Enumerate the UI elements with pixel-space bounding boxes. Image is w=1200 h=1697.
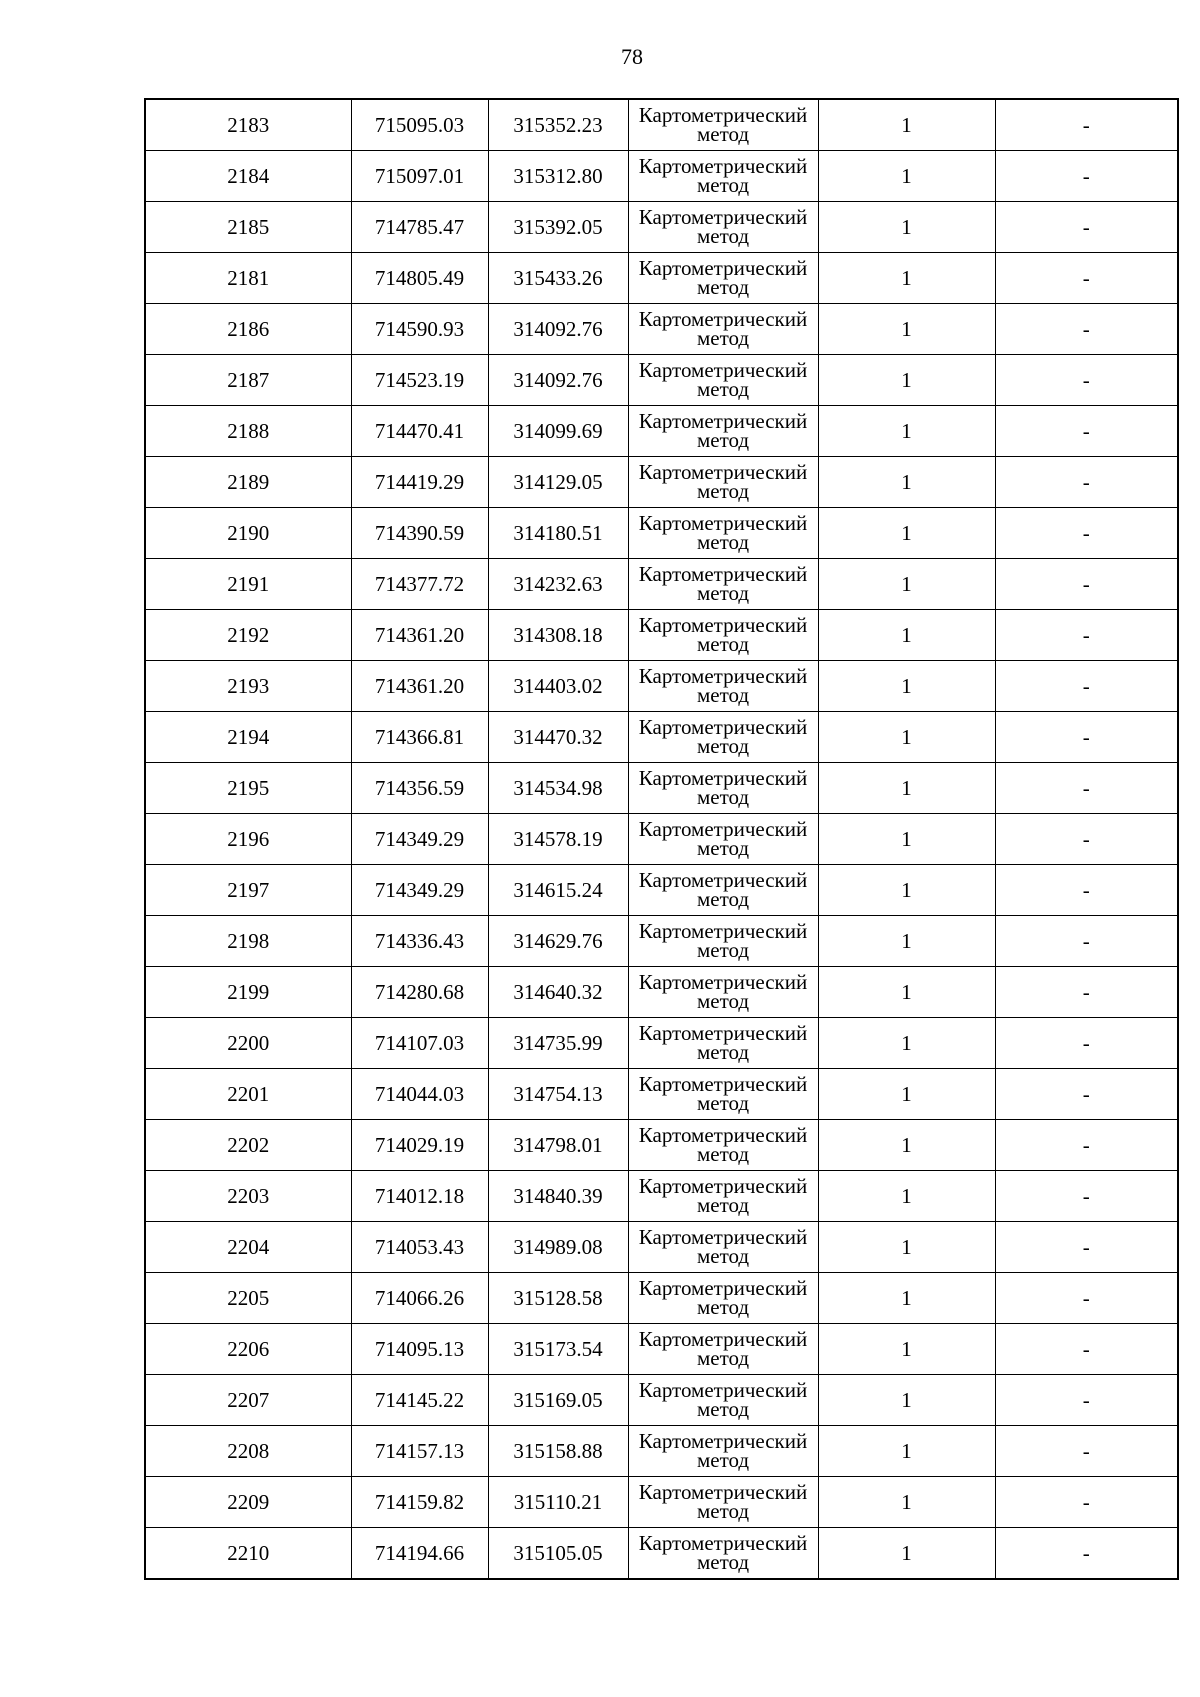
method-cell bbox=[628, 99, 818, 151]
method-label-line2: метод bbox=[696, 326, 750, 350]
method-label-line1: Картометрический bbox=[638, 1378, 808, 1402]
y-coordinate-cell: 314308.18 bbox=[488, 610, 628, 661]
note-cell: - bbox=[995, 865, 1178, 916]
table-row bbox=[145, 1324, 1178, 1375]
accuracy-cell: 1 bbox=[818, 814, 995, 865]
method-label-line2: метод bbox=[696, 1244, 750, 1268]
method-label-line1: Картометрический bbox=[638, 766, 808, 790]
point-number-cell: 2188 bbox=[145, 406, 351, 457]
y-coordinate-cell: 315433.26 bbox=[488, 253, 628, 304]
method-cell bbox=[628, 559, 818, 610]
accuracy-cell: 1 bbox=[818, 1528, 995, 1580]
point-number-cell: 2207 bbox=[145, 1375, 351, 1426]
table-row bbox=[145, 1375, 1178, 1426]
method-cell bbox=[628, 763, 818, 814]
method-label-line2: метод bbox=[696, 275, 750, 299]
x-coordinate-cell: 714336.43 bbox=[351, 916, 488, 967]
table-row bbox=[145, 1171, 1178, 1222]
accuracy-cell: 1 bbox=[818, 508, 995, 559]
y-coordinate-cell: 315352.23 bbox=[488, 99, 628, 151]
method-label-line1: Картометрический bbox=[638, 1021, 808, 1045]
method-cell bbox=[628, 508, 818, 559]
x-coordinate-cell: 714066.26 bbox=[351, 1273, 488, 1324]
method-label-line1: Картометрический bbox=[638, 409, 808, 433]
accuracy-cell: 1 bbox=[818, 253, 995, 304]
method-cell bbox=[628, 151, 818, 202]
note-cell: - bbox=[995, 202, 1178, 253]
method-cell bbox=[628, 1324, 818, 1375]
accuracy-cell: 1 bbox=[818, 1069, 995, 1120]
y-coordinate-cell: 315312.80 bbox=[488, 151, 628, 202]
method-cell bbox=[628, 865, 818, 916]
x-coordinate-cell: 714377.72 bbox=[351, 559, 488, 610]
method-label-line1: Картометрический bbox=[638, 1429, 808, 1453]
note-cell: - bbox=[995, 1171, 1178, 1222]
point-number-cell: 2206 bbox=[145, 1324, 351, 1375]
x-coordinate-cell: 714145.22 bbox=[351, 1375, 488, 1426]
point-number-cell: 2209 bbox=[145, 1477, 351, 1528]
accuracy-cell: 1 bbox=[818, 1273, 995, 1324]
point-number-cell: 2183 bbox=[145, 99, 351, 151]
table-row bbox=[145, 916, 1178, 967]
method-label-line2: метод bbox=[696, 1142, 750, 1166]
y-coordinate-cell: 314180.51 bbox=[488, 508, 628, 559]
point-number-cell: 2210 bbox=[145, 1528, 351, 1580]
y-coordinate-cell: 314092.76 bbox=[488, 304, 628, 355]
method-label-line1: Картометрический bbox=[638, 1327, 808, 1351]
method-label-line2: метод bbox=[696, 836, 750, 860]
x-coordinate-cell: 714029.19 bbox=[351, 1120, 488, 1171]
note-cell: - bbox=[995, 1324, 1178, 1375]
x-coordinate-cell: 714349.29 bbox=[351, 865, 488, 916]
note-cell: - bbox=[995, 151, 1178, 202]
table-row bbox=[145, 1426, 1178, 1477]
y-coordinate-cell: 315392.05 bbox=[488, 202, 628, 253]
method-cell bbox=[628, 202, 818, 253]
note-cell: - bbox=[995, 1477, 1178, 1528]
accuracy-cell: 1 bbox=[818, 151, 995, 202]
table-row bbox=[145, 1018, 1178, 1069]
point-number-cell: 2186 bbox=[145, 304, 351, 355]
y-coordinate-cell: 314754.13 bbox=[488, 1069, 628, 1120]
method-cell bbox=[628, 1171, 818, 1222]
method-label-line2: метод bbox=[696, 1295, 750, 1319]
table-row bbox=[145, 661, 1178, 712]
method-label-line2: метод bbox=[696, 581, 750, 605]
accuracy-cell: 1 bbox=[818, 1222, 995, 1273]
point-number-cell: 2197 bbox=[145, 865, 351, 916]
method-cell bbox=[628, 1477, 818, 1528]
table-row bbox=[145, 304, 1178, 355]
point-number-cell: 2199 bbox=[145, 967, 351, 1018]
table-row bbox=[145, 406, 1178, 457]
method-label-line1: Картометрический bbox=[638, 1072, 808, 1096]
accuracy-cell: 1 bbox=[818, 1120, 995, 1171]
point-number-cell: 2184 bbox=[145, 151, 351, 202]
method-cell bbox=[628, 712, 818, 763]
accuracy-cell: 1 bbox=[818, 610, 995, 661]
point-number-cell: 2203 bbox=[145, 1171, 351, 1222]
accuracy-cell: 1 bbox=[818, 661, 995, 712]
method-label-line1: Картометрический bbox=[638, 1276, 808, 1300]
method-cell bbox=[628, 253, 818, 304]
x-coordinate-cell: 714419.29 bbox=[351, 457, 488, 508]
note-cell: - bbox=[995, 355, 1178, 406]
method-cell bbox=[628, 1426, 818, 1477]
method-label-line2: метод bbox=[696, 938, 750, 962]
accuracy-cell: 1 bbox=[818, 1171, 995, 1222]
x-coordinate-cell: 714044.03 bbox=[351, 1069, 488, 1120]
note-cell: - bbox=[995, 712, 1178, 763]
table-row bbox=[145, 457, 1178, 508]
y-coordinate-cell: 314735.99 bbox=[488, 1018, 628, 1069]
method-label-line2: метод bbox=[696, 530, 750, 554]
point-number-cell: 2193 bbox=[145, 661, 351, 712]
y-coordinate-cell: 314470.32 bbox=[488, 712, 628, 763]
note-cell: - bbox=[995, 610, 1178, 661]
note-cell: - bbox=[995, 661, 1178, 712]
x-coordinate-cell: 714157.13 bbox=[351, 1426, 488, 1477]
method-label-line2: метод bbox=[696, 1040, 750, 1064]
x-coordinate-cell: 714366.81 bbox=[351, 712, 488, 763]
table-row bbox=[145, 1222, 1178, 1273]
method-label-line1: Картометрический bbox=[638, 1531, 808, 1555]
method-cell bbox=[628, 661, 818, 712]
method-cell bbox=[628, 1528, 818, 1580]
method-label-line1: Картометрический bbox=[638, 154, 808, 178]
y-coordinate-cell: 314403.02 bbox=[488, 661, 628, 712]
table-row bbox=[145, 610, 1178, 661]
note-cell: - bbox=[995, 559, 1178, 610]
y-coordinate-cell: 315173.54 bbox=[488, 1324, 628, 1375]
x-coordinate-cell: 714590.93 bbox=[351, 304, 488, 355]
table-row bbox=[145, 1120, 1178, 1171]
note-cell: - bbox=[995, 1273, 1178, 1324]
x-coordinate-cell: 714361.20 bbox=[351, 661, 488, 712]
method-label-line1: Картометрический bbox=[638, 715, 808, 739]
accuracy-cell: 1 bbox=[818, 355, 995, 406]
table-row bbox=[145, 1528, 1178, 1580]
table-row bbox=[145, 151, 1178, 202]
method-label-line1: Картометрический bbox=[638, 817, 808, 841]
x-coordinate-cell: 714095.13 bbox=[351, 1324, 488, 1375]
accuracy-cell: 1 bbox=[818, 406, 995, 457]
method-label-line1: Картометрический bbox=[638, 919, 808, 943]
point-number-cell: 2190 bbox=[145, 508, 351, 559]
method-cell bbox=[628, 1375, 818, 1426]
method-label-line1: Картометрический bbox=[638, 103, 808, 127]
point-number-cell: 2196 bbox=[145, 814, 351, 865]
accuracy-cell: 1 bbox=[818, 304, 995, 355]
note-cell: - bbox=[995, 457, 1178, 508]
point-number-cell: 2204 bbox=[145, 1222, 351, 1273]
point-number-cell: 2195 bbox=[145, 763, 351, 814]
method-label-line2: метод bbox=[696, 1448, 750, 1472]
method-label-line2: метод bbox=[696, 734, 750, 758]
accuracy-cell: 1 bbox=[818, 763, 995, 814]
method-label-line2: метод bbox=[696, 683, 750, 707]
x-coordinate-cell: 714356.59 bbox=[351, 763, 488, 814]
y-coordinate-cell: 315105.05 bbox=[488, 1528, 628, 1580]
note-cell: - bbox=[995, 253, 1178, 304]
point-number-cell: 2191 bbox=[145, 559, 351, 610]
note-cell: - bbox=[995, 508, 1178, 559]
accuracy-cell: 1 bbox=[818, 1324, 995, 1375]
method-label-line1: Картометрический bbox=[638, 256, 808, 280]
method-cell bbox=[628, 1018, 818, 1069]
accuracy-cell: 1 bbox=[818, 1477, 995, 1528]
method-label-line1: Картометрический bbox=[638, 460, 808, 484]
method-label-line2: метод bbox=[696, 428, 750, 452]
accuracy-cell: 1 bbox=[818, 967, 995, 1018]
accuracy-cell: 1 bbox=[818, 712, 995, 763]
method-cell bbox=[628, 814, 818, 865]
method-label-line1: Картометрический bbox=[638, 562, 808, 586]
method-label-line2: метод bbox=[696, 1499, 750, 1523]
method-label-line1: Картометрический bbox=[638, 613, 808, 637]
point-number-cell: 2198 bbox=[145, 916, 351, 967]
x-coordinate-cell: 714805.49 bbox=[351, 253, 488, 304]
method-label-line1: Картометрический bbox=[638, 511, 808, 535]
note-cell: - bbox=[995, 1018, 1178, 1069]
accuracy-cell: 1 bbox=[818, 865, 995, 916]
method-label-line1: Картометрический bbox=[638, 205, 808, 229]
point-number-cell: 2194 bbox=[145, 712, 351, 763]
accuracy-cell: 1 bbox=[818, 99, 995, 151]
method-label-line2: метод bbox=[696, 224, 750, 248]
x-coordinate-cell: 715097.01 bbox=[351, 151, 488, 202]
method-label-line2: метод bbox=[696, 122, 750, 146]
note-cell: - bbox=[995, 1222, 1178, 1273]
method-cell bbox=[628, 1120, 818, 1171]
method-label-line1: Картометрический bbox=[638, 1480, 808, 1504]
coordinates-table-body bbox=[145, 99, 1178, 1579]
method-label-line2: метод bbox=[696, 989, 750, 1013]
note-cell: - bbox=[995, 916, 1178, 967]
method-cell bbox=[628, 457, 818, 508]
method-label-line1: Картометрический bbox=[638, 664, 808, 688]
table-row bbox=[145, 763, 1178, 814]
accuracy-cell: 1 bbox=[818, 1018, 995, 1069]
y-coordinate-cell: 314578.19 bbox=[488, 814, 628, 865]
method-label-line1: Картометрический bbox=[638, 970, 808, 994]
y-coordinate-cell: 314798.01 bbox=[488, 1120, 628, 1171]
method-label-line2: метод bbox=[696, 1193, 750, 1217]
x-coordinate-cell: 714390.59 bbox=[351, 508, 488, 559]
x-coordinate-cell: 714361.20 bbox=[351, 610, 488, 661]
method-label-line1: Картометрический bbox=[638, 1174, 808, 1198]
y-coordinate-cell: 314534.98 bbox=[488, 763, 628, 814]
method-label-line1: Картометрический bbox=[638, 358, 808, 382]
method-label-line2: метод bbox=[696, 377, 750, 401]
y-coordinate-cell: 314840.39 bbox=[488, 1171, 628, 1222]
point-number-cell: 2185 bbox=[145, 202, 351, 253]
method-cell bbox=[628, 967, 818, 1018]
table-row bbox=[145, 99, 1178, 151]
method-cell bbox=[628, 610, 818, 661]
method-label-line2: метод bbox=[696, 1397, 750, 1421]
x-coordinate-cell: 714159.82 bbox=[351, 1477, 488, 1528]
x-coordinate-cell: 714280.68 bbox=[351, 967, 488, 1018]
x-coordinate-cell: 714107.03 bbox=[351, 1018, 488, 1069]
table-row bbox=[145, 1069, 1178, 1120]
method-label-line1: Картометрический bbox=[638, 1225, 808, 1249]
point-number-cell: 2181 bbox=[145, 253, 351, 304]
method-cell bbox=[628, 1273, 818, 1324]
point-number-cell: 2201 bbox=[145, 1069, 351, 1120]
table-row bbox=[145, 712, 1178, 763]
x-coordinate-cell: 714470.41 bbox=[351, 406, 488, 457]
page-number: 78 bbox=[621, 44, 643, 69]
accuracy-cell: 1 bbox=[818, 916, 995, 967]
accuracy-cell: 1 bbox=[818, 202, 995, 253]
x-coordinate-cell: 714785.47 bbox=[351, 202, 488, 253]
accuracy-cell: 1 bbox=[818, 1426, 995, 1477]
method-cell bbox=[628, 916, 818, 967]
note-cell: - bbox=[995, 304, 1178, 355]
y-coordinate-cell: 314989.08 bbox=[488, 1222, 628, 1273]
table-row bbox=[145, 202, 1178, 253]
point-number-cell: 2208 bbox=[145, 1426, 351, 1477]
y-coordinate-cell: 315128.58 bbox=[488, 1273, 628, 1324]
method-cell bbox=[628, 1069, 818, 1120]
method-cell bbox=[628, 406, 818, 457]
method-label-line1: Картометрический bbox=[638, 1123, 808, 1147]
table-row bbox=[145, 253, 1178, 304]
table-row bbox=[145, 814, 1178, 865]
method-label-line1: Картометрический bbox=[638, 868, 808, 892]
x-coordinate-cell: 714012.18 bbox=[351, 1171, 488, 1222]
x-coordinate-cell: 714194.66 bbox=[351, 1528, 488, 1580]
y-coordinate-cell: 315110.21 bbox=[488, 1477, 628, 1528]
accuracy-cell: 1 bbox=[818, 1375, 995, 1426]
y-coordinate-cell: 314615.24 bbox=[488, 865, 628, 916]
x-coordinate-cell: 714349.29 bbox=[351, 814, 488, 865]
note-cell: - bbox=[995, 406, 1178, 457]
method-label-line2: метод bbox=[696, 479, 750, 503]
method-label-line2: метод bbox=[696, 1346, 750, 1370]
table-row bbox=[145, 1273, 1178, 1324]
method-label-line2: метод bbox=[696, 1091, 750, 1115]
x-coordinate-cell: 715095.03 bbox=[351, 99, 488, 151]
method-label-line2: метод bbox=[696, 887, 750, 911]
y-coordinate-cell: 315158.88 bbox=[488, 1426, 628, 1477]
method-label-line2: метод bbox=[696, 785, 750, 809]
y-coordinate-cell: 315169.05 bbox=[488, 1375, 628, 1426]
point-number-cell: 2192 bbox=[145, 610, 351, 661]
y-coordinate-cell: 314640.32 bbox=[488, 967, 628, 1018]
note-cell: - bbox=[995, 1069, 1178, 1120]
coordinates-table bbox=[144, 98, 1179, 1580]
method-cell bbox=[628, 355, 818, 406]
y-coordinate-cell: 314629.76 bbox=[488, 916, 628, 967]
y-coordinate-cell: 314232.63 bbox=[488, 559, 628, 610]
note-cell: - bbox=[995, 763, 1178, 814]
note-cell: - bbox=[995, 1528, 1178, 1580]
y-coordinate-cell: 314129.05 bbox=[488, 457, 628, 508]
method-label-line2: метод bbox=[696, 1550, 750, 1574]
note-cell: - bbox=[995, 99, 1178, 151]
method-label-line2: метод bbox=[696, 632, 750, 656]
accuracy-cell: 1 bbox=[818, 559, 995, 610]
table-row bbox=[145, 865, 1178, 916]
table-row bbox=[145, 508, 1178, 559]
table-row bbox=[145, 559, 1178, 610]
point-number-cell: 2205 bbox=[145, 1273, 351, 1324]
note-cell: - bbox=[995, 1120, 1178, 1171]
note-cell: - bbox=[995, 1375, 1178, 1426]
method-cell bbox=[628, 304, 818, 355]
point-number-cell: 2202 bbox=[145, 1120, 351, 1171]
note-cell: - bbox=[995, 967, 1178, 1018]
note-cell: - bbox=[995, 814, 1178, 865]
note-cell: - bbox=[995, 1426, 1178, 1477]
method-label-line2: метод bbox=[696, 173, 750, 197]
y-coordinate-cell: 314099.69 bbox=[488, 406, 628, 457]
point-number-cell: 2187 bbox=[145, 355, 351, 406]
x-coordinate-cell: 714053.43 bbox=[351, 1222, 488, 1273]
method-label-line1: Картометрический bbox=[638, 307, 808, 331]
y-coordinate-cell: 314092.76 bbox=[488, 355, 628, 406]
point-number-cell: 2189 bbox=[145, 457, 351, 508]
table-row bbox=[145, 1477, 1178, 1528]
table-row bbox=[145, 355, 1178, 406]
x-coordinate-cell: 714523.19 bbox=[351, 355, 488, 406]
table-row bbox=[145, 967, 1178, 1018]
method-cell bbox=[628, 1222, 818, 1273]
accuracy-cell: 1 bbox=[818, 457, 995, 508]
point-number-cell: 2200 bbox=[145, 1018, 351, 1069]
